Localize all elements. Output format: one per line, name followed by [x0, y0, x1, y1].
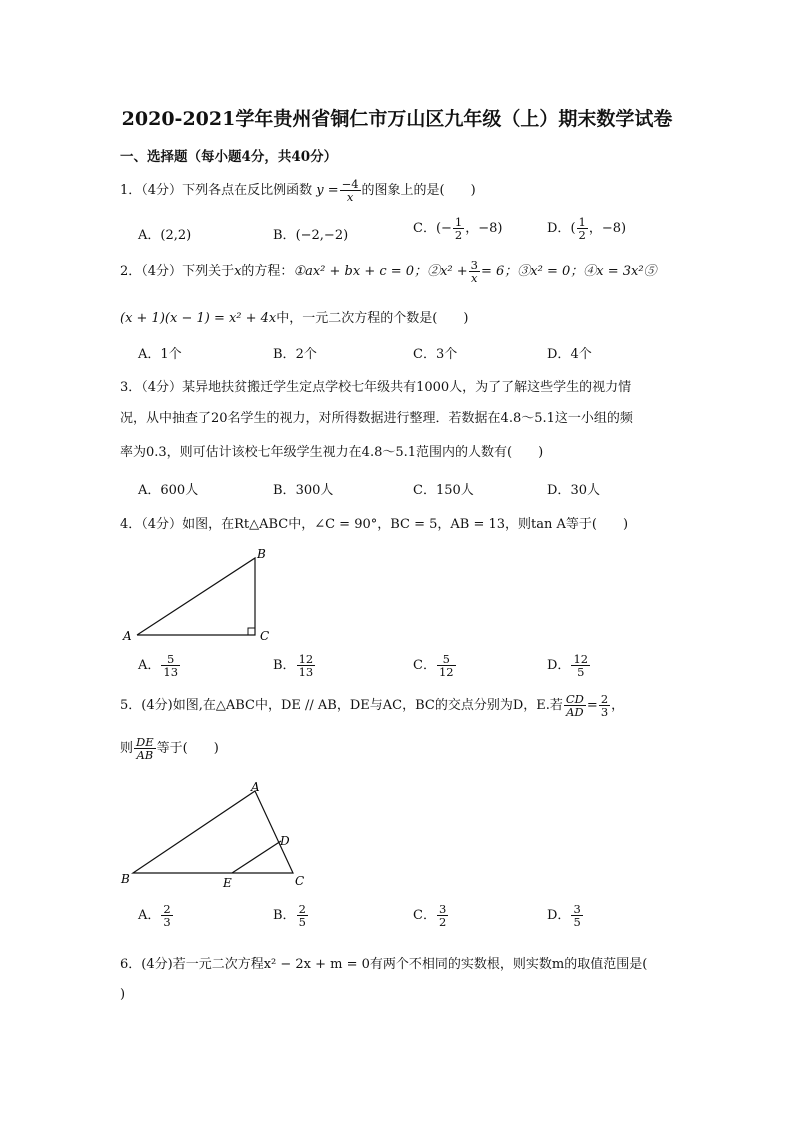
vertex-label-c: C [260, 629, 270, 643]
q2-option-a[interactable]: A．1个 [138, 347, 182, 362]
q2-option-b[interactable]: B．2个 [273, 347, 317, 362]
vertex-label-a: A [123, 629, 132, 643]
vertex-label-a: A [251, 780, 260, 794]
q5-option-b[interactable]: B． $\frac{2}{5}$ [273, 902, 306, 930]
point-label-d: D [280, 834, 290, 848]
question-1 [120, 178, 476, 203]
vertex-label-c: C [295, 874, 305, 888]
question-5: 5．(4分)如图,在△ABC中，DE // AB，DE与AC，BC的交点分别为D，E.若 $\frac{CD}{AD}$ = $\frac{2}{3}$ ， [120, 692, 625, 720]
q4-option-c[interactable]: C． $\frac{5}{12}$ [413, 652, 454, 680]
vertex-label-b: B [121, 872, 130, 886]
q1-text-end: 的图象上的是( ) [361, 183, 476, 199]
q1-text: 下列各点在反比例函数 [182, 183, 313, 199]
vertex-label-b: B [257, 547, 266, 561]
question-4: 4．（4分）如图，在Rt△ABC中，∠C = 90°，BC = 5，AB = 13，则tan A等于( ) [120, 517, 629, 532]
question-6: 6．(4分)若一元二次方程x² − 2x + m = 0有两个不相同的实数根，则实数m的取值范围是( [120, 957, 648, 972]
question-3-line-2: 况，从中抽查了20名学生的视力，对所得数据进行整理．若数据在4.8～5.1这一小组的频 [120, 411, 633, 426]
question-2-line-2: (x + 1)(x − 1) = x² + 4x中，一元二次方程的个数是( ) [120, 311, 469, 326]
q1-option-a[interactable]: A．(2,2) [138, 228, 192, 243]
question-3-line-3: 率为0.3，则可估计该校七年级学生视力在4.8～5.1范围内的人数有( ) [120, 445, 544, 460]
q1-func-lhs: y = [316, 183, 339, 199]
right-angle-mark [248, 628, 255, 635]
q3-option-d[interactable]: D．30人 [547, 483, 600, 498]
q4-option-d[interactable]: D． $\frac{12}{5}$ [547, 652, 589, 680]
q4-option-b[interactable]: B． $\frac{12}{13}$ [273, 652, 314, 680]
section-heading: 一、选择题（每小题4分，共40分） [120, 149, 338, 165]
triangle-abc [133, 791, 293, 873]
q2-option-d[interactable]: D．4个 [547, 347, 592, 362]
q1-option-d[interactable]: D．( $\frac{1}{2}$ ，−8) [547, 215, 627, 243]
exam-title: 2020-2021学年贵州省铜仁市万山区九年级（上）期末数学试卷 [121, 108, 673, 130]
question-5-line-2: 则 $\frac{DE}{AB}$ 等于( ) [120, 735, 219, 763]
q5-triangle-figure [115, 775, 315, 890]
q1-func-fraction: $\frac{-4}{x}$ [341, 177, 359, 205]
q3-option-a[interactable]: A．600人 [138, 483, 199, 498]
q4-right-triangle-figure [115, 540, 285, 650]
question-2: 2．（4分）下列关于x的方程：①ax² + bx + c = 0；②x² + $\frac{3}{x}$ = 6；③x² = 0；④x = 3x²⑤ [120, 258, 657, 286]
triangle-abc [137, 558, 255, 635]
q4-option-a[interactable]: A． $\frac{5}{13}$ [138, 652, 179, 680]
q5-option-c[interactable]: C． $\frac{3}{2}$ [413, 902, 447, 930]
q3-option-b[interactable]: B．300人 [273, 483, 334, 498]
q2-option-c[interactable]: C．3个 [413, 347, 458, 362]
q5-option-a[interactable]: A． $\frac{2}{3}$ [138, 902, 171, 930]
q5-option-d[interactable]: D． $\frac{3}{5}$ [547, 902, 581, 930]
q3-option-c[interactable]: C．150人 [413, 483, 474, 498]
point-label-e: E [223, 876, 232, 890]
q1-score: （4分） [141, 183, 183, 199]
segment-de [232, 841, 281, 873]
question-3: 3．（4分）某异地扶贫搬迁学生定点学校七年级共有1000人，为了了解这些学生的视力情 [120, 380, 632, 395]
question-6-line-2: ) [120, 987, 126, 1002]
q1-option-c[interactable]: C．(− $\frac{1}{2}$ ，−8) [413, 215, 503, 243]
q1-number: 1． [120, 183, 142, 199]
q1-option-b[interactable]: B．(−2,−2) [273, 228, 349, 243]
